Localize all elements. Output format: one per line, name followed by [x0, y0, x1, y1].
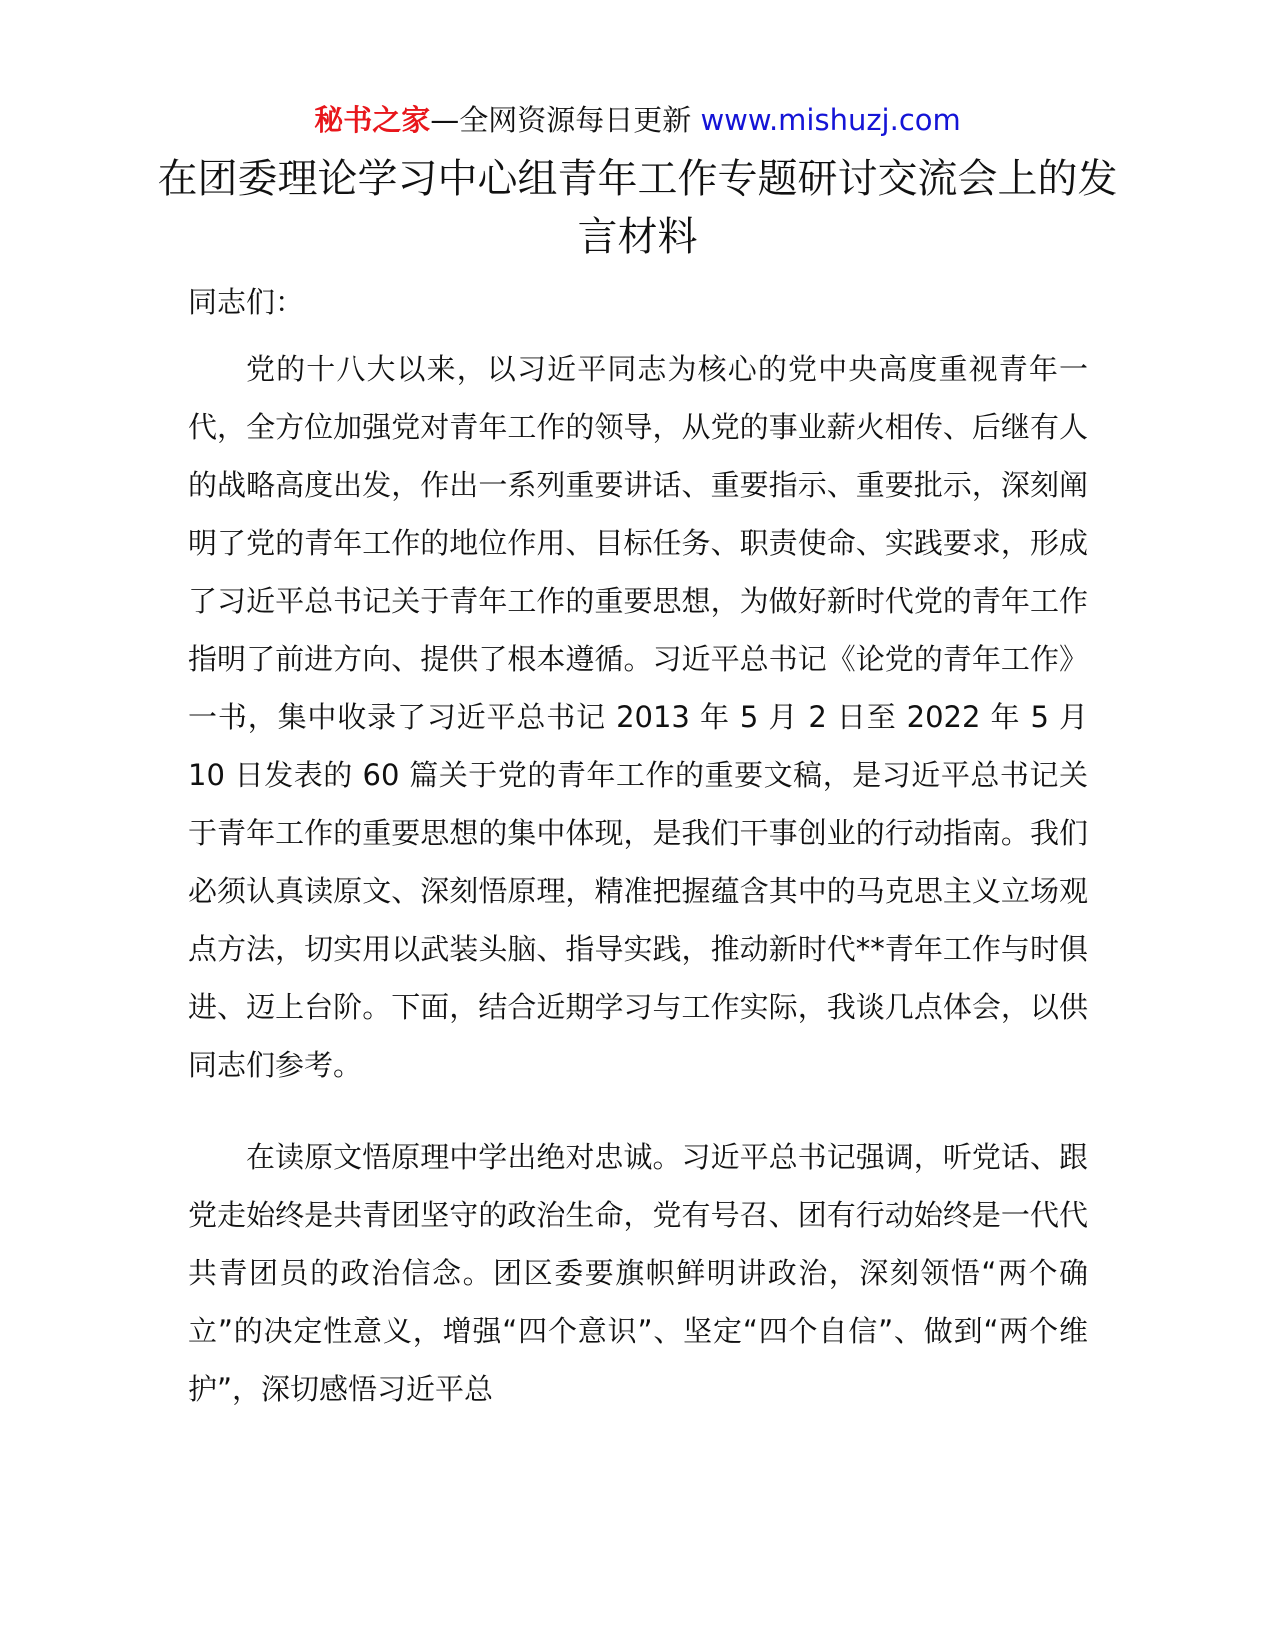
brand-name: 秘书之家 — [314, 103, 431, 137]
salutation: 同志们： — [188, 285, 305, 319]
body-paragraph: 党的十八大以来，以习近平同志为核心的党中央高度重视青年一代，全方位加强党对青年工作的领导，从党的事业薪火相传、后继有人的战略高度出发，作出一系列重要讲话、重要指示、重要批示，深刻阐明了党的青年工作的地位作用、目标任务、职责使命、实践要求，形成了习近平总书记关于青年工作的重要思想，为做好新时代党的青年工作指明了前进方向、提供了根本遵循。习近平总书记《论党的青年工作》一书，集中收录了习近平总书记 2013 年 5 月 2 日至 2022 年 5 月 10 日发表的 60 篇关于党的青年工作的重要文稿，是习近平总书记关于青年工作的重要思想的集中体现，是我们干事创业的行动指南。我们必须认真读原文、深刻悟原理，精准把握蕴含其中的马克思主义立场观点方法，切实用以武装头脑、指导实践，推动新时代**青年工作与时俱进、迈上台阶。下面，结合近期学习与工作实际，我谈几点体会，以供同志们参考。 — [188, 352, 1088, 1082]
site-header — [0, 100, 1275, 140]
header-tagline: —全网资源每日更新 — [430, 103, 701, 137]
body-paragraph: 在读原文悟原理中学出绝对忠诚。习近平总书记强调，听党话、跟党走始终是共青团坚守的政治生命，党有号召、团有行动始终是一代代共青团员的政治信念。团区委要旗帜鲜明讲政治，深刻领悟“两个确立”的决定性意义，增强“四个意识”、坚定“四个自信”、做到“两个维护”，深切感悟习近平总 — [188, 1140, 1088, 1406]
site-url-link[interactable]: www.mishuzj.com — [700, 103, 961, 137]
document-title: 在团委理论学习中心组青年工作专题研讨交流会上的发言材料 — [157, 156, 1118, 260]
